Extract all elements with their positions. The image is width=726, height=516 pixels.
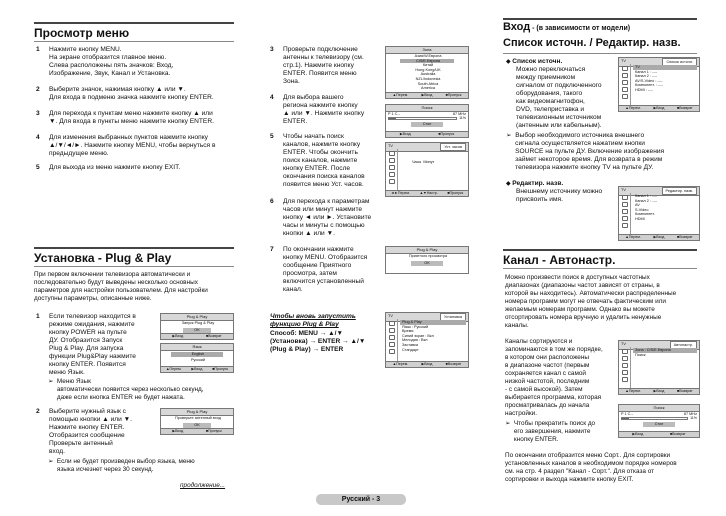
autotune-search: Поиск xyxy=(635,352,646,357)
rename-item: Компонент. xyxy=(635,212,655,217)
source-list-label: Список источн. xyxy=(512,58,563,65)
tv-label: TV xyxy=(388,314,393,318)
screen-enjoy xyxy=(385,246,469,274)
rename-item: Канал 1 : ---- xyxy=(635,194,658,198)
picture-icon xyxy=(389,158,395,163)
source-item: HDMI : ---- xyxy=(635,87,653,92)
source-item: Канал 1 : ---- xyxy=(635,69,658,74)
menu-icon-column xyxy=(386,319,398,361)
reset-heading: Чтобы вновь запустить функцию Plug & Play xyxy=(270,313,356,328)
channel-body: Каналы сортируются и запоминаются в том же порядке, в котором они расположены в диапазоне частот (первым сохраняется канал с самой низкой частотой, последним - с самой высокой). Затем выбирается программа, которая просматривалась до начала настройки. xyxy=(505,338,603,417)
step-number: 2 xyxy=(36,408,40,415)
stop-button: Стоп xyxy=(411,122,444,127)
rename-label: Редактир. назв. xyxy=(512,180,564,187)
hint-return: ■Возврат xyxy=(205,334,222,338)
setup-item: Стандарт xyxy=(402,347,419,352)
hint-return: ■Возврат xyxy=(677,389,693,393)
hint-move: ▲Перем. xyxy=(625,389,641,393)
setup-icon xyxy=(389,179,395,184)
screen-zone xyxy=(385,46,469,99)
plug-section-title: Установка - Plug & Play xyxy=(34,251,172,265)
step-text: По окончании нажмите кнопку MENU. Отобразится сообщение Приятного просмотра, затем включится установленный канал. xyxy=(283,246,368,293)
step-text: Чтобы начать поиск каналов, нажмите кнопку ENTER. Чтобы окончить поиск каналов, нажмите кнопку ENTER. После окончания поиска каналов появится меню Уст. часов. xyxy=(283,133,365,188)
setup-icon xyxy=(622,94,628,99)
zone-option: America xyxy=(421,86,435,91)
hint-enter: ▶Вход xyxy=(653,106,665,110)
zone-option: Hong Kong/UK xyxy=(415,67,441,72)
screen-title: Уст. часов xyxy=(440,143,466,151)
setup-item-selected: Plug & Play xyxy=(400,320,466,325)
screen-clock xyxy=(385,142,469,197)
menu-icon-column xyxy=(386,149,398,190)
rename-text: Внешнему источнику можно присвоить имя. xyxy=(516,188,603,203)
search-percent: 11% xyxy=(459,116,466,120)
input-icon xyxy=(389,151,395,156)
source-list-text: Можно переключаться между приемником сигналом от подключенного оборудования, такого как видеомагнитофон, DVD, телеприставка и телевизионным источником (антенным или кабельным). xyxy=(516,66,602,129)
lang-english: English xyxy=(171,352,223,357)
source-note: ➢ Выбор необходимого источника внешнего сигнала осуществляется нажатием кнопки SOURCE на пульте ДУ. Включение изображения займет некоторое время. Для возврата в режим телевизора нажмите кнопку TV на пульте ДУ. xyxy=(506,132,665,171)
autotune-zone: Зона : CIS/E.Европа xyxy=(633,348,697,353)
reset-path: Способ: MENU → ▲/▼ (Установка) → ENTER → ▲/▼ (Plug & Play) → ENTER xyxy=(270,330,366,353)
setup-item: Время xyxy=(402,329,414,334)
step-number: 2 xyxy=(36,86,40,93)
screen-autotune-search xyxy=(618,404,700,438)
channel-section-header xyxy=(503,249,697,269)
tv-label: TV xyxy=(621,342,626,346)
hint-skip: ■Пропуск xyxy=(212,367,229,371)
step-text: Для перехода к параметрам часов или минут нажмите кнопку ◄ или ►. Установите часы и минуты с помощью кнопки ▲ или ▼. xyxy=(283,198,372,237)
hint-move: ▲Перем. xyxy=(625,106,641,110)
hint-enter: ▶Вход xyxy=(172,429,184,433)
zone-option: Китай xyxy=(422,63,434,68)
step-number: 7 xyxy=(270,246,274,253)
zone-option-selected: CIS/E.Европа xyxy=(400,59,454,64)
channel-intro: Можно произвести поиск в доступных частотных диапазонах (диапазоны частот зависят от страны, в которой вы находитесь). Автоматически распределенные номера программ могут не отвечать фактическим или желаемым номерам программ. Однако вы можете отсортировать номера вручную и удалить ненужные каналы. xyxy=(505,274,677,329)
screen-rename xyxy=(618,186,700,241)
sound-icon xyxy=(389,165,395,170)
source-item: Компонент. : ---- xyxy=(635,83,664,88)
hint-enter: ▶Вход xyxy=(632,432,644,436)
rename-heading xyxy=(506,180,616,188)
hint-adjust: ▲▼Настр. xyxy=(419,191,438,195)
hint-enter: ▶Вход xyxy=(172,334,184,338)
source-list-heading xyxy=(506,58,616,66)
ok-button: OK xyxy=(411,261,444,266)
rename-block xyxy=(506,180,616,204)
screen-plug-start xyxy=(160,313,234,340)
step-number: 3 xyxy=(270,46,274,53)
setup-item: Мелодия : Вкл xyxy=(402,338,428,343)
hint-enter: ▶Вход xyxy=(653,235,665,239)
picture-icon xyxy=(622,202,628,207)
step-number: 4 xyxy=(36,134,40,141)
screen-antenna xyxy=(160,408,234,435)
step-text: Для выхода из меню нажмите кнопку EXIT. xyxy=(49,164,181,171)
screen-title: Редактир. назв. xyxy=(662,187,698,195)
channel-note: ➢ Чтобы прекратить поиск до его завершения, нажмите кнопку ENTER. xyxy=(505,420,596,443)
menu-section-header xyxy=(34,22,234,42)
step-text: Для перехода к пунктам меню нажмите кнопку ▲ или ▼. Для входа в пункты меню нажмите кнопку ENTER. xyxy=(49,110,214,125)
setup-item: Язык : Русский xyxy=(402,324,429,329)
bullet-icon: ◆ xyxy=(506,181,513,187)
search-progress-fill xyxy=(622,418,629,419)
screen-title: Язык xyxy=(161,344,233,351)
setup-item: Заставка xyxy=(402,342,418,347)
page-footer xyxy=(316,494,406,505)
sound-icon xyxy=(622,363,628,368)
step-number: 5 xyxy=(270,133,274,140)
hint-enter: ▶Вход xyxy=(653,389,665,393)
stop-button: Стоп xyxy=(643,422,675,427)
source-item: Канал 2 : ---- xyxy=(635,74,658,79)
hint-return: ■Возврат xyxy=(445,362,462,366)
zone-option: Australia xyxy=(420,72,436,77)
lang-russian: Русский xyxy=(190,357,206,362)
bullet-icon: ◆ xyxy=(506,59,513,65)
channel-icon xyxy=(389,342,395,347)
channel-icon xyxy=(622,87,628,92)
step-text: Нажмите кнопку MENU. На экране отобразится главное меню. Слева расположены пять значков: Вход, Изображение, Звук, Канал и Установка. xyxy=(49,46,174,77)
search-program: P 1 C-- xyxy=(621,412,633,416)
hint-skip: ■Пропуск xyxy=(205,429,222,433)
tv-label: TV xyxy=(621,59,626,63)
step-text: Проверьте подключение антенны к телевизору (см. стр.1). Нажмите кнопку ENTER. Появится меню Зона. xyxy=(283,46,364,85)
search-frequency: 87 MHz xyxy=(452,112,466,116)
screen-title: Поиск xyxy=(386,105,468,112)
search-progress-fill xyxy=(389,118,396,119)
search-progress-bar xyxy=(621,417,688,420)
source-item-selected: TV xyxy=(633,65,697,70)
screen-title: Список источн. xyxy=(662,58,697,66)
screen-search xyxy=(385,104,469,138)
step-number: 4 xyxy=(270,94,274,101)
plug-section-header xyxy=(34,247,234,267)
hint-skip: ■Пропуск xyxy=(438,132,455,136)
hint-move: ▲Перем. xyxy=(625,235,641,239)
hint-move: ◄►Перем. xyxy=(390,191,410,195)
hint-skip: ■Пропуск xyxy=(447,191,464,195)
ok-button: OK xyxy=(183,423,212,428)
source-section-title xyxy=(503,20,697,36)
clock-fields: Часы Минут xyxy=(412,160,435,164)
input-icon xyxy=(622,66,628,71)
hint-move: ▲Перем. xyxy=(392,93,409,97)
setup-icon xyxy=(622,223,628,228)
screen-message: Запуск Plug & Play xyxy=(181,321,215,325)
sound-icon xyxy=(622,80,628,85)
hint-return: ■Возврат xyxy=(677,235,693,239)
channel-section-title: Канал - Автонастр. xyxy=(503,253,616,267)
sound-icon xyxy=(389,335,395,340)
rename-item: Канал 2 : ---- xyxy=(635,198,658,203)
screen-autotune xyxy=(618,340,700,395)
tv-label: TV xyxy=(388,144,393,148)
menu-icon-column xyxy=(619,347,631,388)
screen-title: Установка xyxy=(440,313,466,321)
step-number: 1 xyxy=(36,46,40,53)
screen-title: Поиск xyxy=(619,405,699,412)
source-section-header xyxy=(503,18,697,54)
picture-icon xyxy=(622,356,628,361)
rename-item: HDMI xyxy=(635,216,645,221)
sound-icon xyxy=(622,209,628,214)
hint-enter: ▶Вход xyxy=(421,362,433,366)
source-subtitle: Список источн. / Редактир. назв. xyxy=(503,37,681,49)
page-number: Русский - 3 xyxy=(341,496,381,503)
note-language-timeout: ➢ Если не будет произведен выбор языка, меню языка исчезнет через 30 секунд. xyxy=(48,458,195,473)
plug-intro: При первом включении телевизора автоматически и последовательно будут выведены несколько основных параметров для настройки пользователем. Для настройки доступны параметры, описанные ниже. xyxy=(34,271,208,302)
menu-section-title: Просмотр меню xyxy=(34,26,130,40)
screen-title: Автонастр. xyxy=(670,341,697,349)
hint-enter: ▶Вход xyxy=(399,132,411,136)
step-number: 3 xyxy=(36,110,40,117)
screen-title: Plug & Play xyxy=(161,409,233,416)
step-text: Для изменения выбранных пунктов нажмите кнопку ▲/▼/◄/►. Нажмите кнопку MENU, чтобы вернуться в предыдущее меню. xyxy=(49,134,216,157)
step-text: Выберите значок, нажимая кнопку ▲ или ▼. Для входа в подменю значка нажмите кнопку ENTER. xyxy=(49,86,214,101)
step-text: Для выбора вашего региона нажмите кнопку ▲ или ▼. Нажмите кнопку ENTER. xyxy=(283,94,365,125)
hint-return: ■Возврат xyxy=(677,106,693,110)
screen-title: Plug & Play xyxy=(386,247,468,254)
channel-icon xyxy=(622,370,628,375)
hint-skip: ■Пропуск xyxy=(445,93,462,97)
hint-enter: ▶Вход xyxy=(421,93,433,97)
input-icon xyxy=(622,195,628,200)
setup-icon xyxy=(389,349,395,354)
step-number: 1 xyxy=(36,313,40,320)
channel-end: По окончании отобразится меню Сорт.. Для сортировки установленных каналов в необходимом порядке номеров см. на стр. 4 раздел "Канал - Сорт.". Для отказа от сортировки и выхода нажмите кнопку EXIT. xyxy=(505,452,677,483)
menu-icon-column xyxy=(619,193,631,234)
hint-move: ▲Перем. xyxy=(165,367,182,371)
source-item: AV/S-Video : ---- xyxy=(635,78,663,83)
hint-return: ■Возврат xyxy=(669,432,686,436)
zone-option: NZL/Indonesia xyxy=(415,76,441,81)
setup-item: Синий экран : Вкл xyxy=(402,333,434,338)
step-text: Если телевизор находится в режиме ожидания, нажмите кнопку POWER на пульте ДУ. Отобразится Запуск Plug & Play. Для запуска функции Plug&Play нажмите кнопку ENTER. Появится меню Язык. xyxy=(49,313,136,376)
note-language: ➢ Меню Язык автоматически появится через несколько секунд, даже если кнопка ENTER не будет нажата. xyxy=(48,378,204,401)
channel-icon xyxy=(622,216,628,221)
search-progress-bar xyxy=(388,117,457,120)
screen-setup xyxy=(385,312,469,368)
screen-source-list xyxy=(618,57,700,112)
screen-language xyxy=(160,343,234,373)
ok-button: OK xyxy=(183,328,212,333)
step-number: 5 xyxy=(36,164,40,171)
source-list-block xyxy=(506,58,616,130)
input-icon xyxy=(622,349,628,354)
zone-option: South Africa xyxy=(417,81,439,86)
hint-enter: ▶Вход xyxy=(191,367,203,371)
search-program: P 1 C-- xyxy=(388,112,400,116)
hint-move: ▲Перем. xyxy=(392,362,409,366)
input-icon xyxy=(389,321,395,326)
picture-icon xyxy=(622,73,628,78)
setup-icon xyxy=(622,377,628,382)
menu-step-1 xyxy=(36,46,236,80)
step-number: 6 xyxy=(270,198,274,205)
search-percent: 11% xyxy=(690,416,697,420)
screen-title: Plug & Play xyxy=(161,314,233,321)
screen-title: Зона xyxy=(386,47,468,54)
rename-item: AV xyxy=(635,203,640,208)
tv-label: TV xyxy=(621,188,626,192)
screen-message: Проверьте антенный вход xyxy=(175,416,221,420)
continued-label: продолжение... xyxy=(180,482,226,489)
rename-item: S-Video xyxy=(635,207,649,212)
screen-message: Приятного просмотра xyxy=(408,254,448,258)
search-frequency: 87 MHz xyxy=(683,412,697,416)
channel-icon xyxy=(389,172,395,177)
source-title-note: - (в зависимости от модели) xyxy=(530,25,631,32)
zone-option: Азия/W.Европа xyxy=(414,54,442,58)
menu-icon-column xyxy=(619,64,631,105)
source-title-main: Вход xyxy=(503,21,531,33)
picture-icon xyxy=(389,328,395,333)
step-text: Выберите нужный язык с помощью кнопки ▲ или ▼. Нажмите кнопку ENTER. Отобразится сообщение Проверьте антенный вход. xyxy=(49,408,133,455)
